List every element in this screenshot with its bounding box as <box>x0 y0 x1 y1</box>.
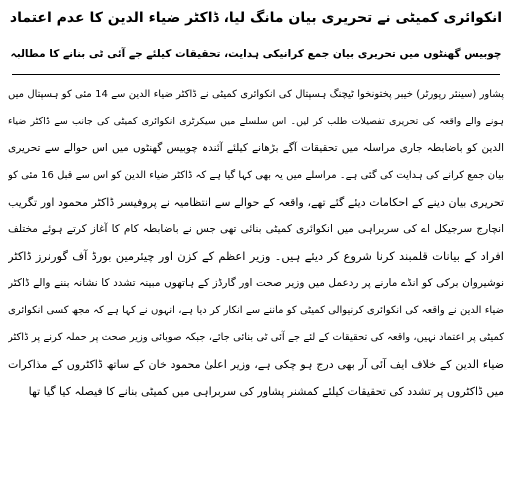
body-line: نوشیروان برکی کو انڈے مارنے پر ردعمل میں وزیر صحت اور گارڈز کے ہاتھوں مبینہ تشدد کا نشانہ بننے والے ڈاکٹر <box>8 277 504 289</box>
sub-headline: چوبیس گھنٹوں میں تحریری بیان جمع کرانیکی ہدایت، تحقیقات کیلئے جے آئی ٹی بنانے کا مطالبہ <box>10 48 502 60</box>
body-line: میں ڈاکٹروں پر تشدد کی تحقیقات کیلئے کمشنر پشاور کی سربراہی میں کمیٹی بنانے کا فیصلہ کیا گیا تھا <box>28 385 504 398</box>
body-line: بیان جمع کرانے کی ہدایت کی گئی ہے۔ مراسلے میں یہ بھی کہا گیا ہے کہ ڈاکٹر ضیاء الدین کو اس سے قبل 16 مئی کو <box>8 170 504 181</box>
main-headline: انکوائری کمیٹی نے تحریری بیان مانگ لیا، ڈاکٹر ضیاء الدین کا عدم اعتماد <box>9 10 503 26</box>
body-line: ضیاء الدین نے واقعہ کی انکوائری کرنیوالی کمیٹی کو ماننے سے انکار کر دیا ہے، انہوں نے کہا ہے کہ مجھ کسی انکوائری <box>8 305 504 316</box>
body-line: ہونے والے واقعہ کی تحریری تفصیلات طلب کر لیں۔ اس سلسلے میں سیکرٹری انکوائری کمیٹی کی جانب سے ڈاکٹر ضیاء <box>8 116 504 127</box>
body-line: ضیاء الدین کے خلاف ایف آئی آر بھی درج ہو چکی ہے، وزیر اعلیٰ محمود خان کے ساتھ ڈاکٹروں کے مذاکرات <box>8 358 504 371</box>
article-body <box>8 81 504 405</box>
headline-divider <box>12 74 500 75</box>
body-line: پشاور (سینئر رپورٹر) خیبر پختونخوا ٹیچنگ ہسپتال کی انکوائری کمیٹی نے ڈاکٹر ضیاء الدین سے 14 مئی کو ہسپتال میں <box>8 89 504 100</box>
body-line: الدین کو باضابطہ جاری مراسلہ میں تحقیقات آگے بڑھانے کیلئے آئندہ چوبیس گھنٹوں میں اس حوالے سے تحریری <box>8 142 504 154</box>
body-line: کمیٹی پر اعتماد نہیں، واقعہ کی تحقیقات کے لئے جے آئی ٹی بنائی جائے، جبکہ صوبائی وزیر صحت پر حملہ کرنے پر ڈاکٹر <box>8 332 504 343</box>
body-line: انچارج سرجیکل اے کی سربراہی میں انکوائری کمیٹی بنائی تھی جس نے باضابطہ کام کا آغاز کرتے ہوئے مختلف <box>8 223 504 235</box>
body-line: تحریری بیان دینے کے احکامات دیئے گئے تھے، واقعہ کے حوالے سے انتظامیہ نے پروفیسر ڈاکٹر محمود اور تگریب <box>8 196 504 209</box>
body-line: افراد کے بیانات قلمبند کرنا شروع کر دیئے ہیں۔ وزیر اعظم کے کزن اور چیئرمین بورڈ آف گورنرز ڈاکٹر <box>8 249 504 263</box>
